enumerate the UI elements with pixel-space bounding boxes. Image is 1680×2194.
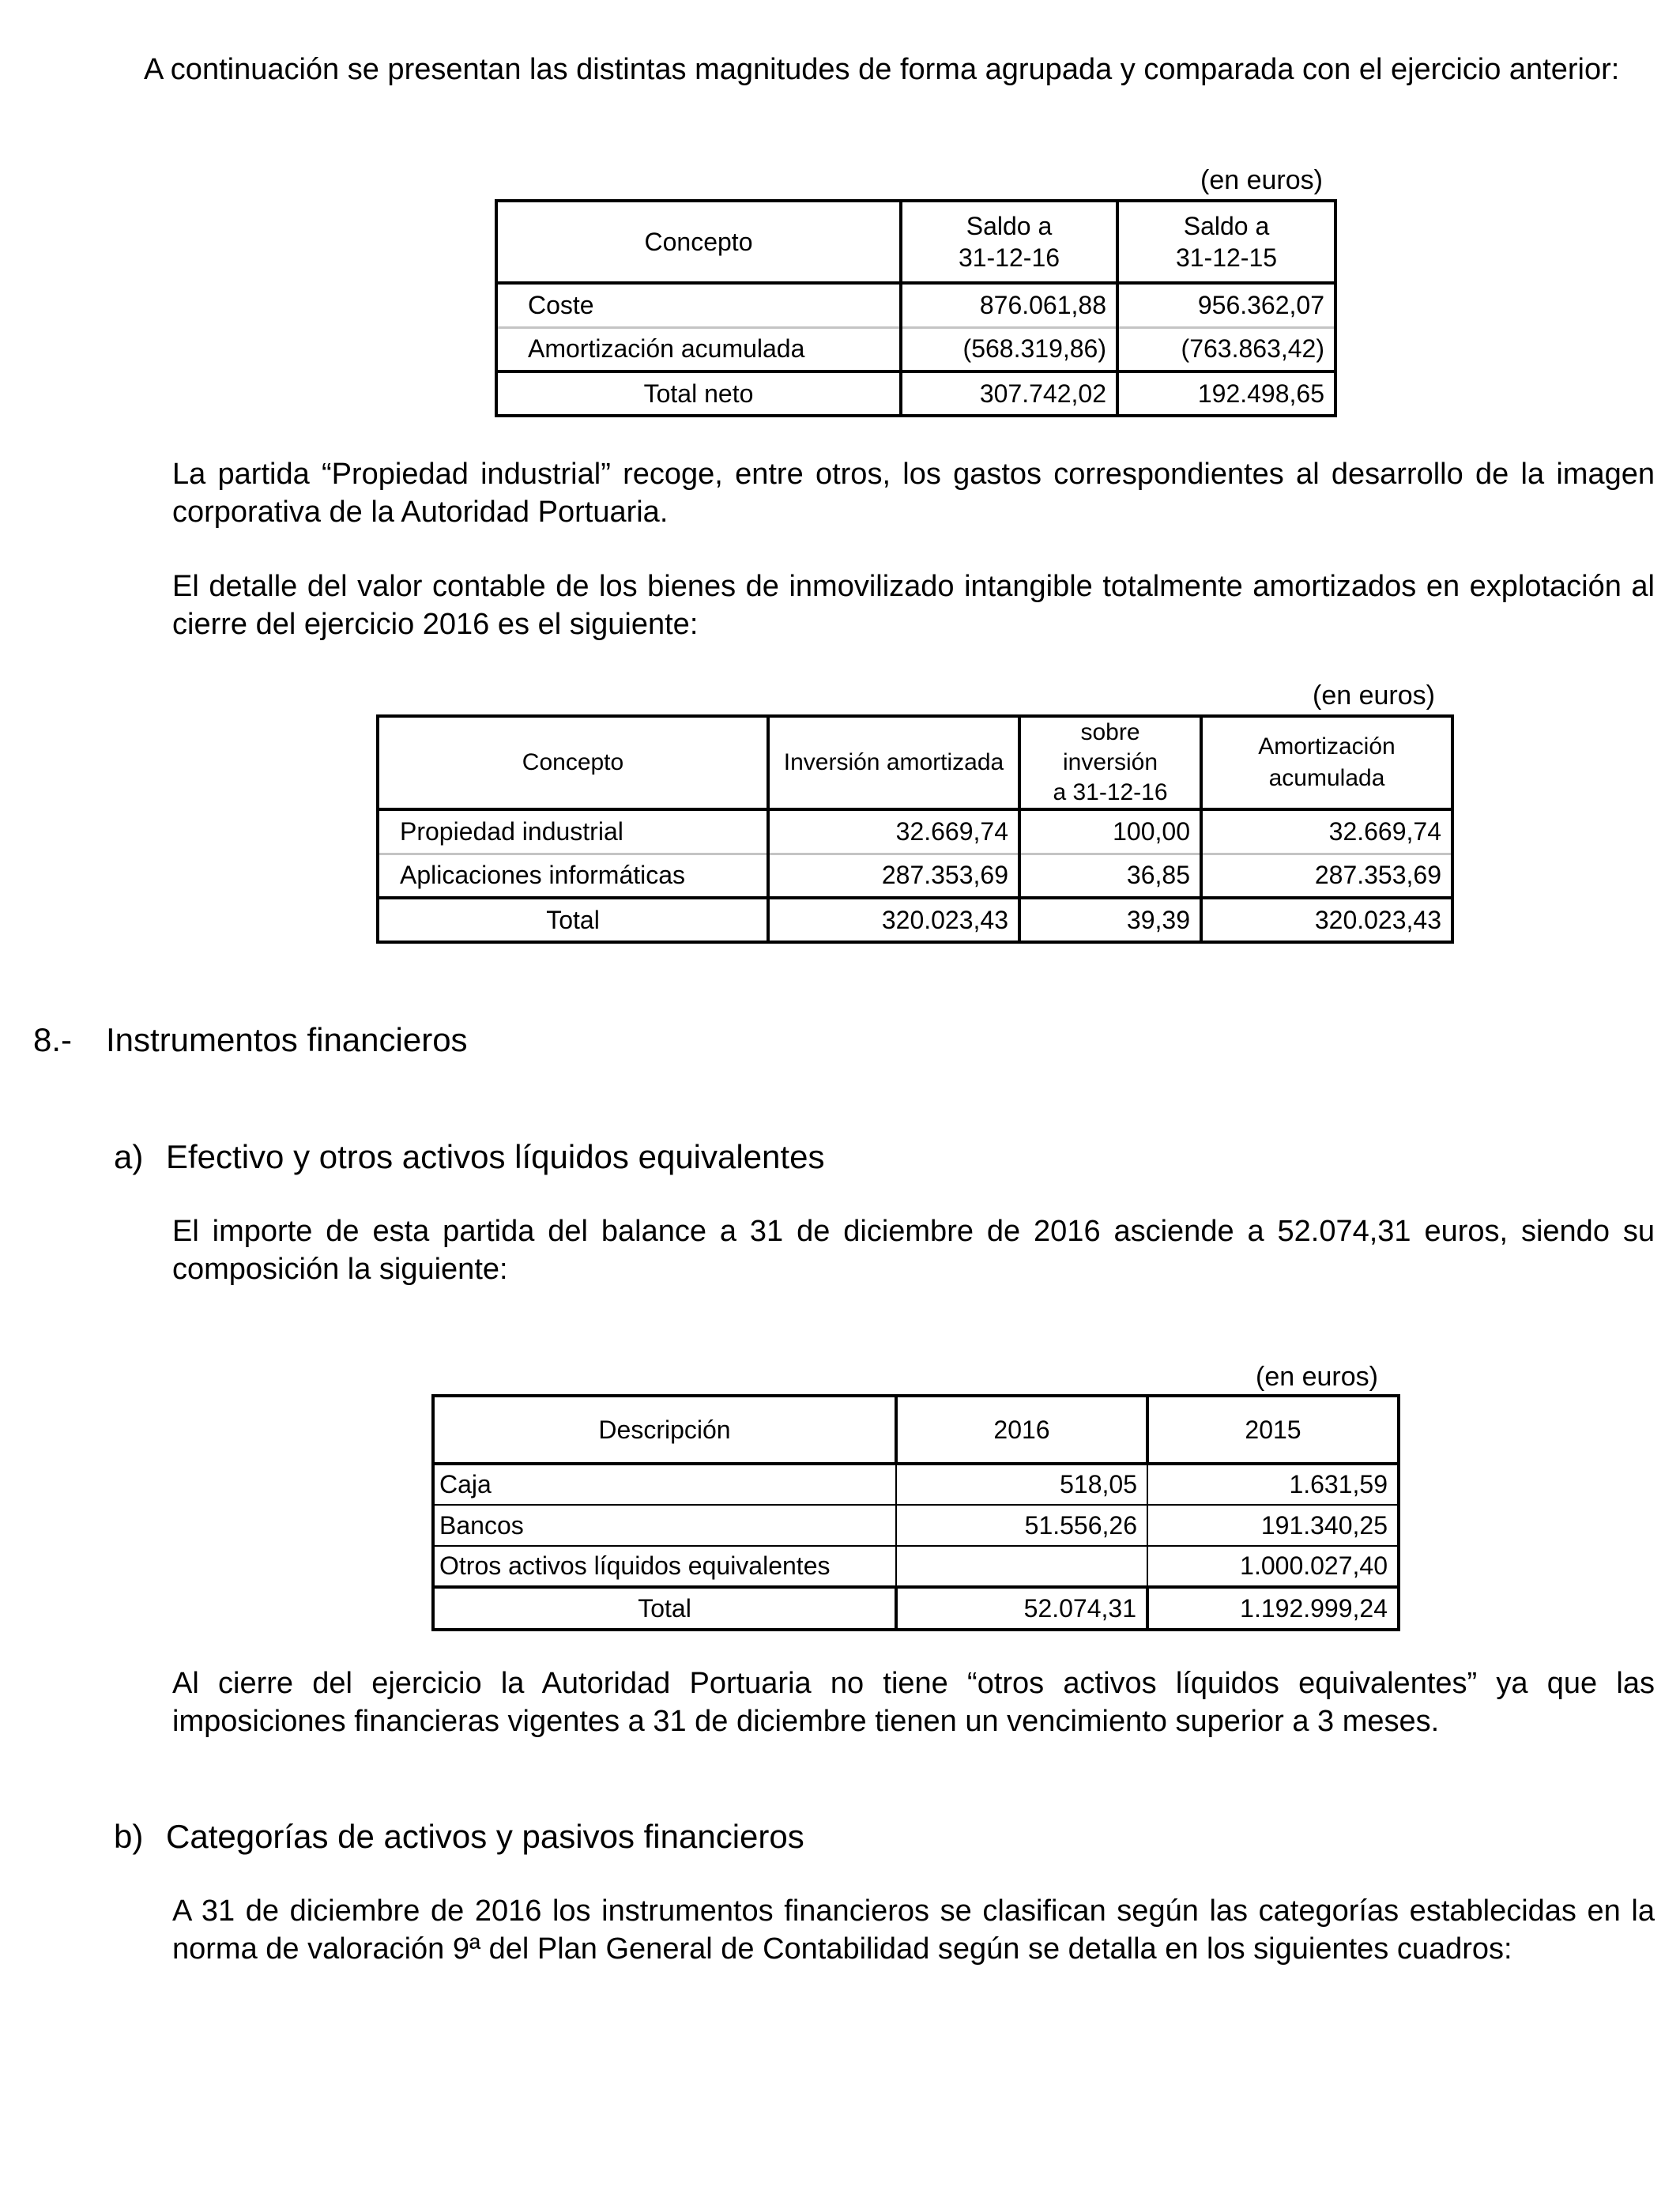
table-row: Otros activos líquidos equivalentes 1.000.027,40 <box>433 1546 1399 1587</box>
table3-efectivo <box>431 1394 1400 1631</box>
table3-header-descripcion: Descripción <box>433 1396 896 1464</box>
table-row: Propiedad industrial 32.669,74 100,00 32.669,74 <box>378 809 1452 854</box>
table1-header-saldo-2016: Saldo a 31-12-16 <box>901 201 1117 283</box>
table3-total-row: Total 52.074,31 1.192.999,24 <box>433 1587 1399 1630</box>
table2-header-inversion: Inversión amortizada <box>768 716 1019 809</box>
table2-amortizados <box>376 714 1454 944</box>
section-8-title: Instrumentos financieros <box>106 1021 468 1058</box>
table2-total-row: Total 320.023,43 39,39 320.023,43 <box>378 898 1452 942</box>
section-8-number: 8.- <box>33 1021 73 1058</box>
table2-header-row <box>378 716 1452 809</box>
subsection-a-letter: a) <box>114 1138 144 1175</box>
table-row: Aplicaciones informáticas 287.353,69 36,85 287.353,69 <box>378 854 1452 898</box>
table1-header-concepto: Concepto <box>496 201 901 283</box>
table1-unit-label: (en euros) <box>1200 165 1323 195</box>
table2-header-sobre-inversion: sobre inversión a 31-12-16 <box>1019 716 1201 809</box>
paragraph-otros-activos: Al cierre del ejercicio la Autoridad Portuaria no tiene “otros activos líquidos equivalentes” ya que las imposiciones financieras vigentes a 31 de diciembre tienen un vencimiento superior a 3 meses. <box>172 1667 1655 1738</box>
table-row: Amortización acumulada (568.319,86) (763.863,42) <box>496 327 1335 371</box>
table3-unit-label: (en euros) <box>1256 1362 1378 1392</box>
table1-balance <box>495 199 1337 417</box>
subsection-b-title: Categorías de activos y pasivos financieros <box>166 1818 804 1855</box>
paragraph-detalle-amortizados: El detalle del valor contable de los bienes de inmovilizado intangible totalmente amortizados en explotación al cierre del ejercicio 2016 es el siguiente: <box>172 570 1655 641</box>
intro-paragraph: A continuación se presentan las distintas magnitudes de forma agrupada y comparada con el ejercicio anterior: <box>144 53 1620 86</box>
table-row: Caja 518,05 1.631,59 <box>433 1464 1399 1505</box>
table-row: Coste 876.061,88 956.362,07 <box>496 283 1335 327</box>
table-row: Bancos 51.556,26 191.340,25 <box>433 1505 1399 1546</box>
table3-header-2015: 2015 <box>1147 1396 1399 1464</box>
table2-header-concepto: Concepto <box>378 716 768 809</box>
table3-header-2016: 2016 <box>896 1396 1147 1464</box>
table2-unit-label: (en euros) <box>1313 680 1435 711</box>
table1-total-row: Total neto 307.742,02 192.498,65 <box>496 371 1335 416</box>
paragraph-propiedad-industrial: La partida “Propiedad industrial” recoge, entre otros, los gastos correspondientes al desarrollo de la imagen corporativa de la Autoridad Portuaria. <box>172 458 1655 529</box>
table3-header-row <box>433 1396 1399 1464</box>
subsection-b-letter: b) <box>114 1818 144 1855</box>
paragraph-categorias: A 31 de diciembre de 2016 los instrumentos financieros se clasifican según las categorías establecidas en la norma de valoración 9ª del Plan General de Contabilidad según se detalla en los siguientes cuadros: <box>172 1894 1655 1966</box>
table2-header-amortizacion: Amortización acumulada <box>1201 716 1452 809</box>
table1-header-row <box>496 201 1335 283</box>
table1-header-saldo-2015: Saldo a 31-12-15 <box>1117 201 1335 283</box>
paragraph-efectivo-importe: El importe de esta partida del balance a 31 de diciembre de 2016 asciende a 52.074,31 euros, siendo su composición la siguiente: <box>172 1215 1655 1286</box>
subsection-a-title: Efectivo y otros activos líquidos equivalentes <box>166 1138 825 1175</box>
